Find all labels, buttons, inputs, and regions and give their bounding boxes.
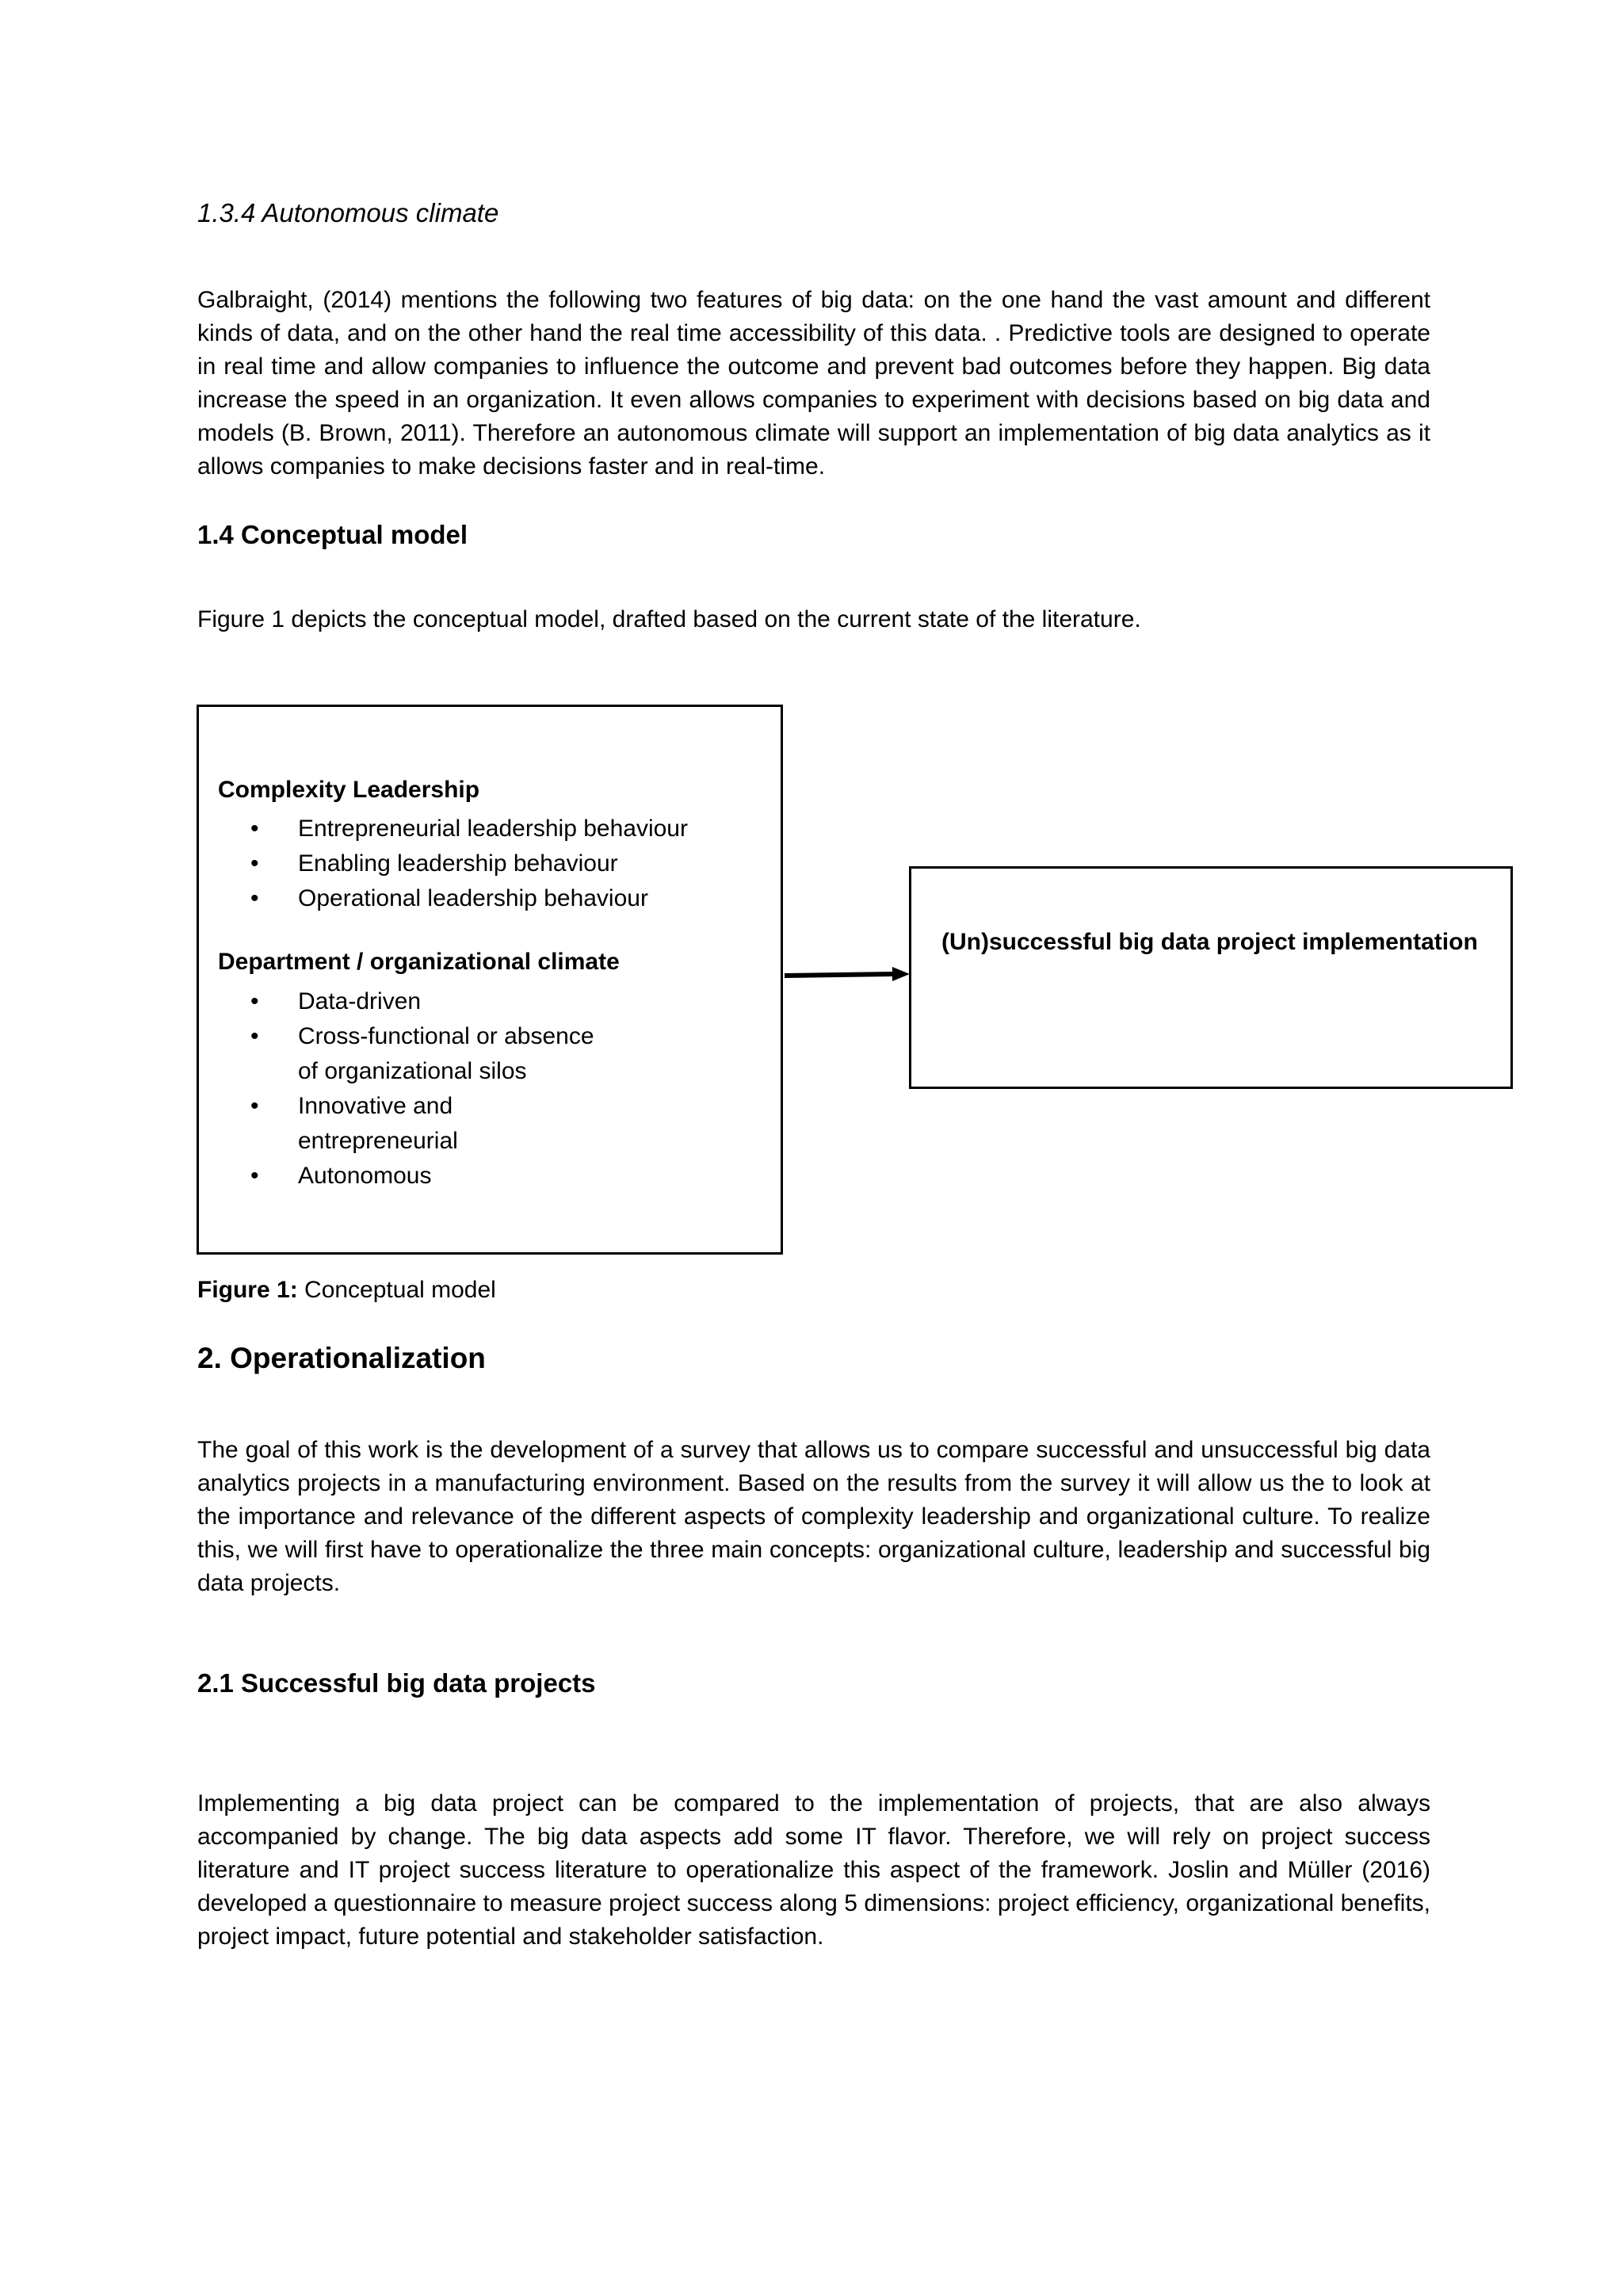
outcome-title: (Un)successful big data project implementation xyxy=(941,929,1478,955)
figure-caption-label: Figure 1: xyxy=(197,1277,298,1303)
section-1-3-4-heading: 1.3.4 Autonomous climate xyxy=(197,198,499,227)
organizational-climate-title: Department / organizational climate xyxy=(218,949,620,975)
list-item: • Autonomous xyxy=(199,1159,595,1194)
list-item: • Data-driven xyxy=(199,984,595,1019)
list-item: • Entrepreneurial leadership behaviour xyxy=(199,812,769,846)
figure-left-box xyxy=(197,705,783,1255)
list-item: • Innovative and entrepreneurial xyxy=(199,1089,595,1159)
list-item: • Cross-functional or absence of organizational silos xyxy=(199,1019,595,1089)
list-item: • Operational leadership behaviour xyxy=(199,881,769,916)
complexity-leadership-list xyxy=(199,812,769,916)
figure-arrow xyxy=(783,959,911,991)
section-1-3-4-paragraph: Galbraight, (2014) mentions the following two features of big data: on the one hand the vast amount and different kinds of data, and on the other hand the real time accessibility of this data. . Predictive tools are designed to operate in real time and allow companies to influence the outcome and prevent bad outcomes before they happen. Big data increase the speed in an organization. It even allows companies to experiment with decisions based on big data and models (B. Brown, 2011). Therefore an autonomous climate will support an implementation of big data analytics as it allows companies to make decisions faster and in real-time. xyxy=(197,287,1430,479)
section-1-4-paragraph: Figure 1 depicts the conceptual model, drafted based on the current state of the literature. xyxy=(197,606,1141,632)
figure-caption xyxy=(197,1277,496,1304)
section-2-1-paragraph: Implementing a big data project can be compared to the implementation of projects, that are also always accompanied by change. The big data aspects add some IT flavor. Therefore, we will rely on project success literature and IT project success literature to operationalize this aspect of the framework. Joslin and Müller (2016) developed a questionnaire to measure project success along 5 dimensions: project efficiency, organizational benefits, project impact, future potential and stakeholder satisfaction. xyxy=(197,1790,1430,1950)
figure-caption-text: Conceptual model xyxy=(297,1277,496,1303)
section-1-4-heading: 1.4 Conceptual model xyxy=(197,520,468,549)
figure-right-box xyxy=(909,866,1513,1089)
list-item: • Enabling leadership behaviour xyxy=(199,846,769,881)
section-2-1-heading: 2.1 Successful big data projects xyxy=(197,1668,596,1698)
arrow-line xyxy=(785,974,892,976)
arrow-head xyxy=(892,967,910,981)
section-2-paragraph: The goal of this work is the development of a survey that allows us to compare successful and unsuccessful big data analytics projects in a manufacturing environment. Based on the results from the survey it will allow us the to look at the importance and relevance of the different aspects of complexity leadership and organizational culture. To realize this, we will first have to operationalize the three main concepts: organizational culture, leadership and successful big data projects. xyxy=(197,1437,1430,1596)
organizational-climate-list xyxy=(199,984,595,1194)
complexity-leadership-title: Complexity Leadership xyxy=(218,777,480,803)
section-2-heading: 2. Operationalization xyxy=(197,1342,486,1374)
